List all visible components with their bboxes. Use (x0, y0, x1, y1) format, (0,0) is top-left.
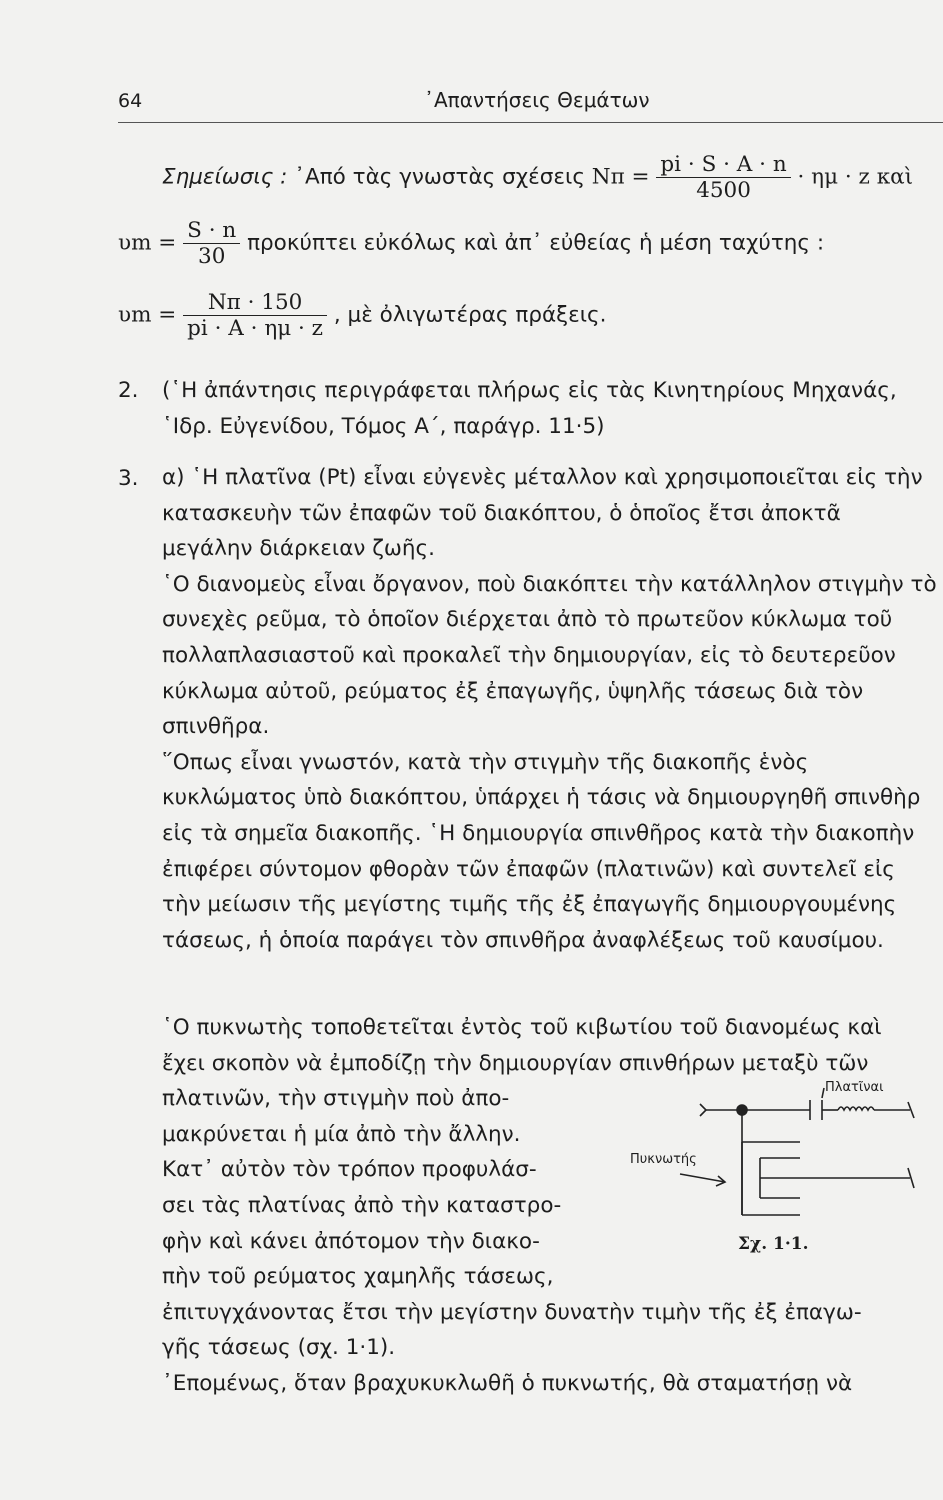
left-terminal-mark (700, 1104, 706, 1116)
formula-fraction (656, 152, 790, 203)
figure-caption: Σχ. 1·1. (738, 1234, 809, 1254)
vm2-fraction (183, 290, 327, 341)
formula-numerator: pi · S · A · n (656, 152, 790, 178)
pointer-arrow (680, 1174, 725, 1186)
note-formula-line (162, 152, 913, 203)
vm-numerator: S · n (183, 218, 240, 244)
vm2-formula-line (118, 290, 606, 341)
platinum-label: Πλατῖναι (825, 1080, 884, 1095)
cap-line: πὴν τοῦ ρεύματος χαμηλῆς τάσεως, (162, 1264, 554, 1290)
page-header (0, 90, 943, 130)
cap-line: πλατινῶν, τὴν στιγμὴν ποὺ ἀπο- (162, 1086, 510, 1112)
vm2-numerator: Nπ · 150 (183, 290, 327, 316)
cap-line: γῆς τάσεως (σχ. 1·1). (162, 1335, 396, 1361)
item-3-body (162, 460, 937, 958)
item-2-paragraph: (῾Η ἀπάντησις περιγράφεται πλήρως εἰς τὰς Κινητηρίους Μηχανάς, ῾Ιδρ. Εὐγενίδου, Τόμος Α΄, παράγρ. 11·5) (162, 378, 897, 439)
page-number: 64 (118, 90, 143, 112)
item-3-number: 3. (118, 466, 139, 491)
cap-line: φὴν καὶ κάνει ἀπότομον τὴν διακο- (162, 1228, 540, 1254)
item-3-para-distributor: ῾Ο διανομεὺς εἶναι ὄργανον, ποὺ διακόπτει τὴν κατάλληλον στιγμὴν τὸ συνεχὲς ρεῦμα, τὸ ὁποῖον διέρχεται ἀπὸ τὸ πρωτεῦον κύκλωμα τοῦ πολλαπλασιαστοῦ καὶ προκαλεῖ τὴν δημιουργίαν, εἰς τὸ δευτερεῦον κύκλωμα αὐτοῦ, ρεύματος ἐξ ἐπαγωγῆς, ὑψηλῆς τάσεως διὰ τὸν σπινθῆρα. (162, 571, 937, 740)
vm2-denominator: pi · A · ημ · z (187, 316, 324, 341)
capacitor-label: Πυκνωτής (630, 1152, 697, 1167)
vm-formula-line (118, 218, 824, 269)
cap-line: ἔχει σκοπὸν νὰ ἐμποδίζῃ τὴν δημιουργίαν σπινθήρων μεταξὺ τῶν (162, 1050, 869, 1076)
vm-label: υm = (118, 230, 177, 256)
figure-1-1 (610, 1080, 943, 1260)
cap-line: ᾿Επομένως, ὅταν βραχυκυκλωθῆ ὁ πυκνωτής, θὰ σταματήσῃ νὰ (162, 1370, 853, 1396)
vm-text: προκύπτει εὐκόλως καὶ ἀπ᾿ εὐθείας ἡ μέση ταχύτης : (247, 230, 825, 256)
cap-line: Κατ᾿ αὐτὸν τὸν τρόπον προφυλάσ- (162, 1157, 537, 1183)
running-title: ᾿Απαντήσεις Θεμάτων (424, 88, 650, 112)
cap-line: ῾Ο πυκνωτὴς τοποθετεῖται ἐντὸς τοῦ κιβωτίου τοῦ διανομέως καὶ (162, 1015, 882, 1040)
formula-denominator: 4500 (696, 178, 751, 203)
cap-line: σει τὰς πλατίνας ἀπὸ τὴν καταστρο- (162, 1192, 562, 1218)
note-label: Σημείωσις : (162, 164, 288, 190)
formula-tail: · ημ · z καὶ (797, 164, 914, 190)
vm2-label: υm = (118, 302, 177, 328)
item-2-text (162, 373, 932, 444)
vm-fraction (183, 218, 240, 269)
platinum-pointer (822, 1088, 824, 1098)
cap-line: ἐπιτυγχάνοντας ἔτσι τὴν μεγίστην δυνατὴν τιμὴν τῆς ἐξ ἐπαγω- (162, 1299, 862, 1325)
note-intro: ᾿Από τὰς γνωστὰς σχέσεις (294, 164, 585, 190)
circuit-diagram (610, 1080, 943, 1260)
vm-denominator: 30 (198, 244, 226, 269)
cap-line: μακρύνεται ἡ μία ἀπὸ τὴν ἄλλην. (162, 1121, 521, 1147)
header-rule (118, 122, 943, 123)
formula-lhs: Nπ = (591, 164, 650, 190)
item-3-para-spark: ῞Οπως εἶναι γνωστόν, κατὰ τὴν στιγμὴν τῆς διακοπῆς ἑνὸς κυκλώματος ὑπὸ διακόπτου, ὑπάρχει ἡ τάσις νὰ δημιουργηθῆ σπινθὴρ εἰς τὰ σημεῖα διακοπῆς. ῾Η δημιουργία σπινθῆρος κατὰ τὴν διακοπὴν ἐπιφέρει σύντομον φθορὰν τῶν ἐπαφῶν (πλατινῶν) καὶ συντελεῖ εἰς τὴν μείωσιν τῆς μεγίστης τιμῆς τῆς ἐξ ἐπαγωγῆς δημιουργουμένης τάσεως, ἡ ὁποία παράγει τὸν σπινθῆρα ἀναφλέξεως τοῦ καυσίμου. (162, 749, 921, 953)
item-2-number: 2. (118, 378, 139, 403)
item-3-para-a: α) ῾Η πλατῖνα (Pt) εἶναι εὐγενὲς μέταλλον καὶ χρησιμοποιεῖται εἰς τὴν κατασκευὴν τῶν ἐπαφῶν τοῦ διακόπτου, ὁ ὁποῖος ἔτσι ἀποκτᾶ μεγάλην διάρκειαν ζωῆς. (162, 465, 923, 562)
vm2-text: , μὲ ὀλιγωτέρας πράξεις. (333, 302, 607, 328)
spring-coil (838, 1107, 874, 1110)
